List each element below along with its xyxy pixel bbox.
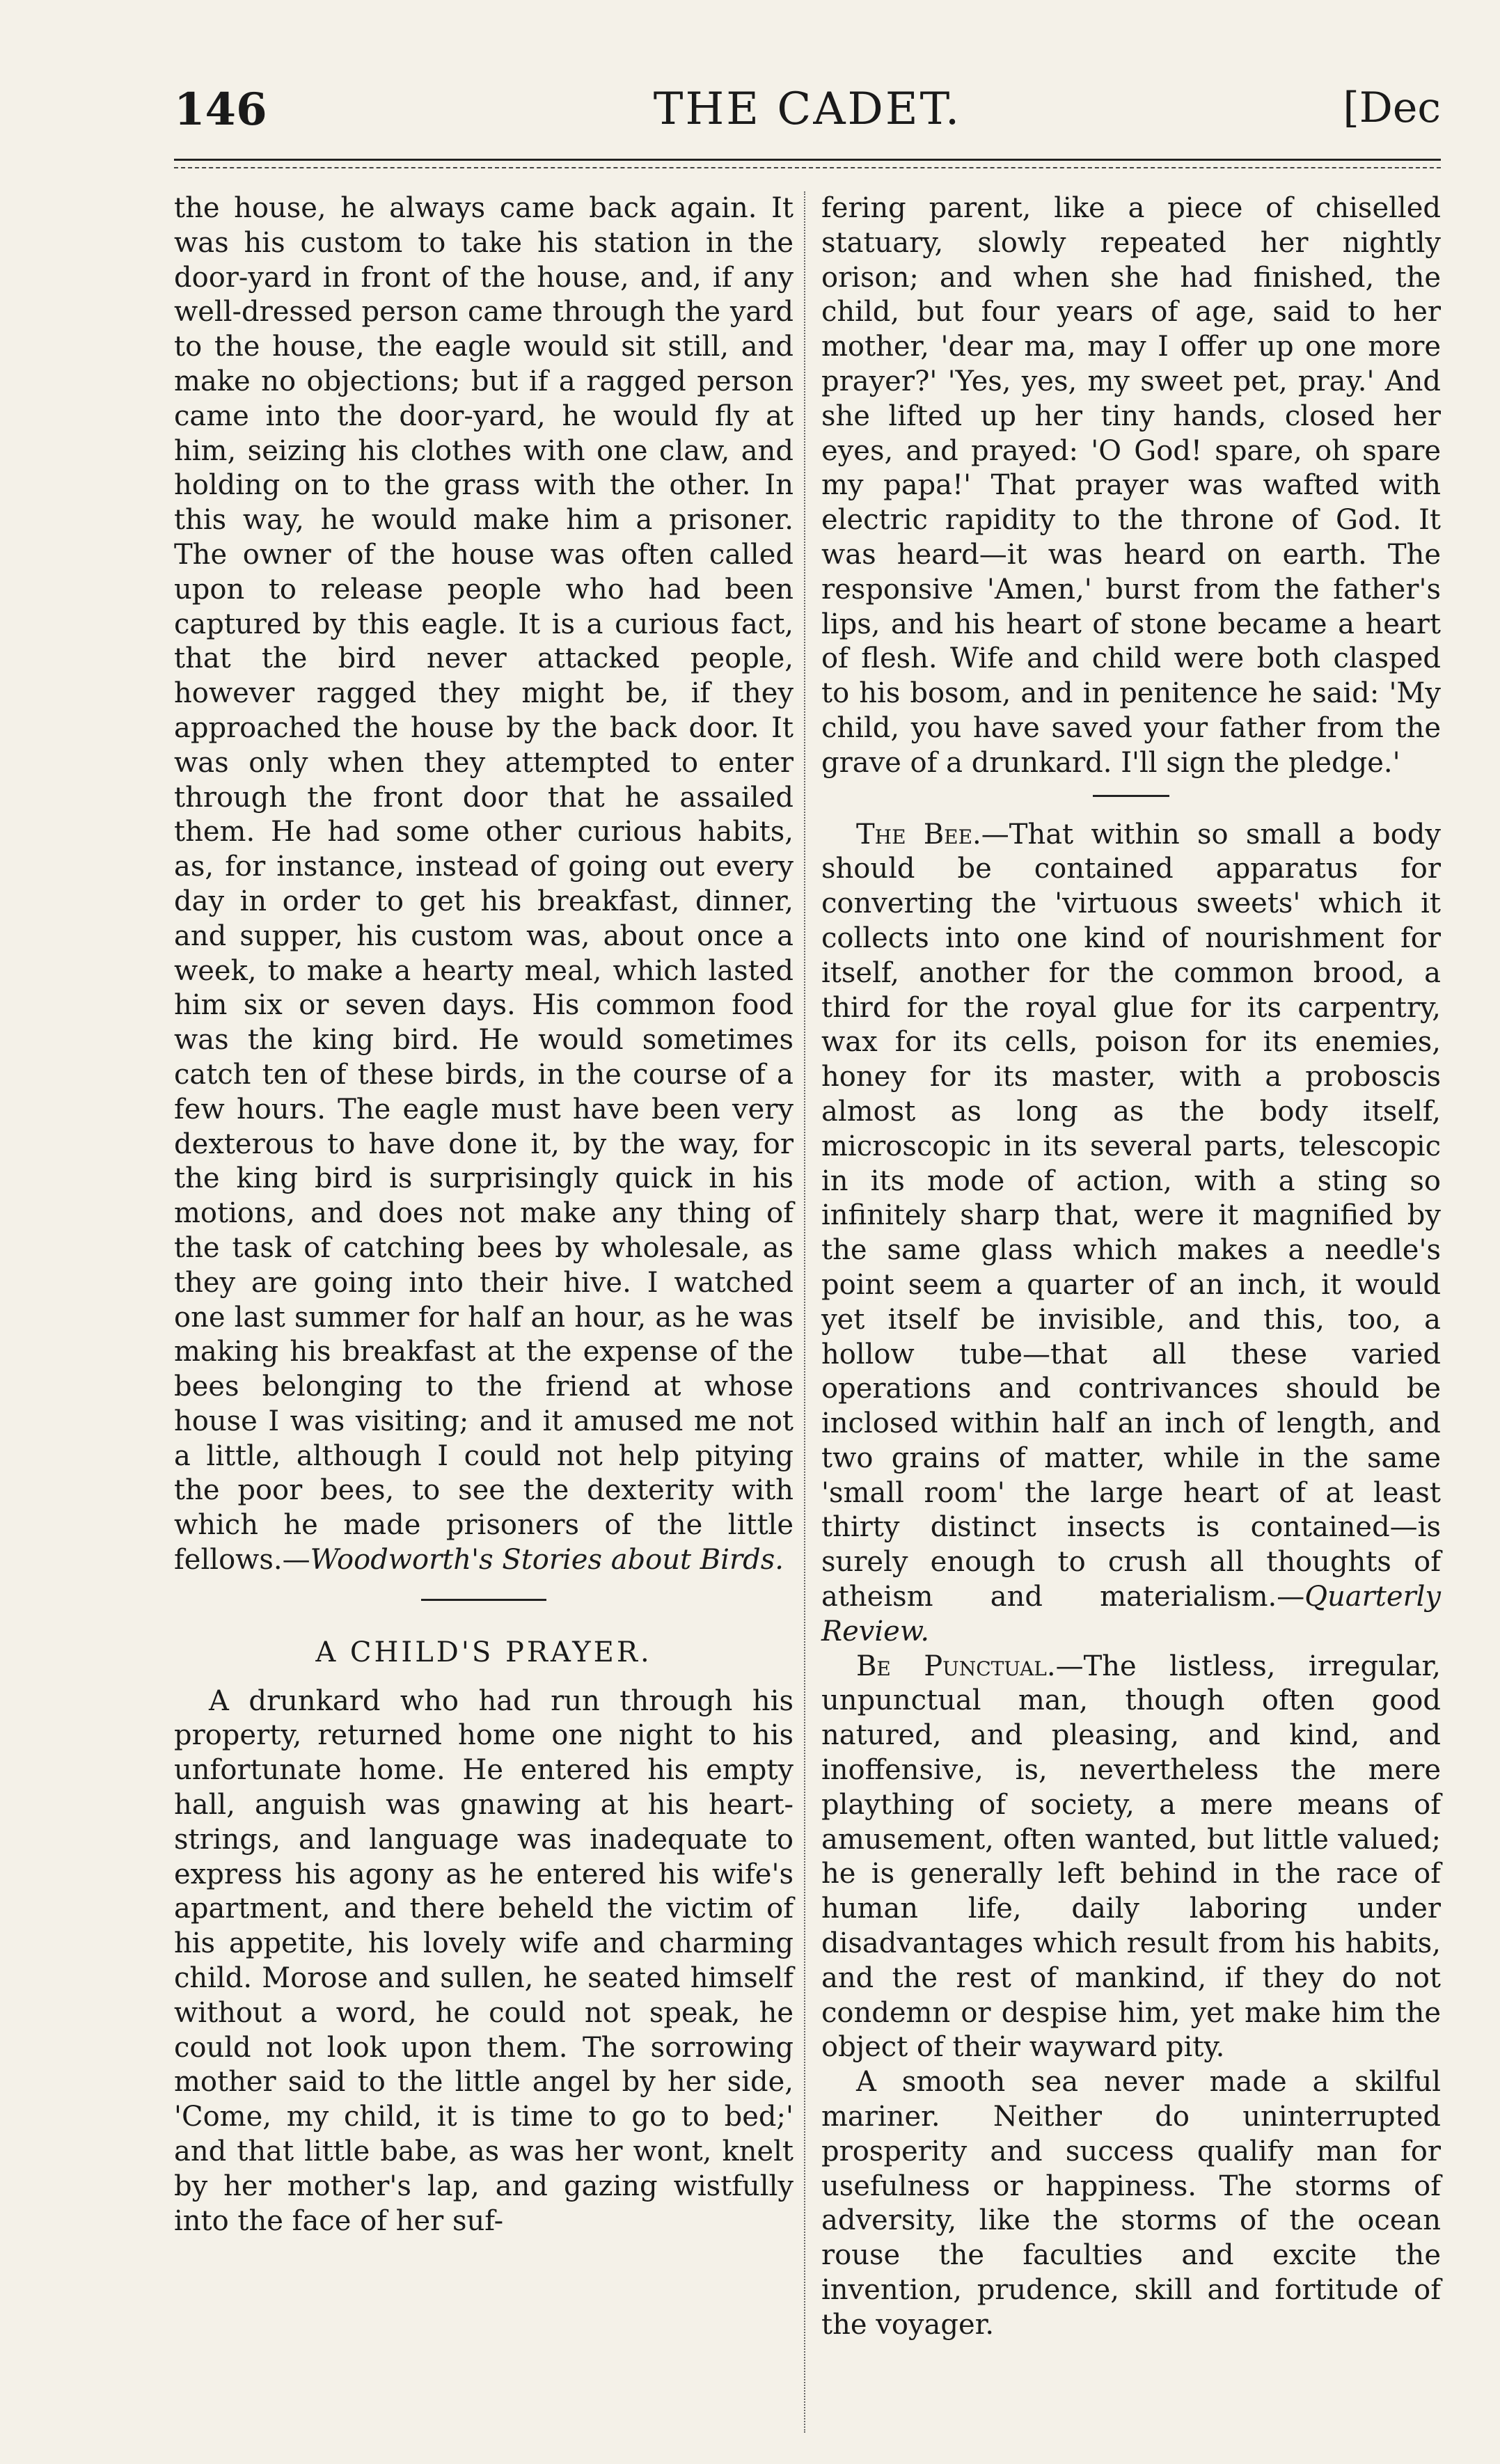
smooth-sea-paragraph: A smooth sea never made a skilful mariner. Neither do uninterrupted prosperity and success qualify man for usefulness or happiness. The storms of adversity, like the storms of the ocean rouse the faculties and excite the invention, prudence, skill and fortitude of the voyager. [821,2066,1441,2341]
column-divider [804,191,805,2433]
bee-source: Quarterly Review. [821,1581,1441,1648]
section-title-childs-prayer: A CHILD'S PRAYER. [315,1636,652,1668]
left-column [174,191,794,2238]
header-rule [174,159,1441,161]
page-header [174,84,1441,153]
page-number: 146 [174,84,267,136]
section-divider [421,1599,546,1601]
childs-prayer-continued: fering parent, like a piece of chiselled statuary, slowly repeated her nightly orison; and when she had finished, the child, but four years of age, said to her mother, 'dear ma, may I offer up one more prayer?' 'Yes, yes, my sweet pet, pray.' And she lifted up her tiny hands, closed her eyes, and prayed: 'O God! spare, oh spare my papa!' That prayer was wafted with electric rapidity to the throne of God. It was heard—it was heard on earth. The responsive 'Amen,' burst from the father's lips, and his heart of stone became a heart of flesh. Wife and child were both clasped to his bosom, and in penitence he said: 'My child, you have saved your father from the grave of a drunkard. I'll sign the pledge.' [821,192,1441,779]
bee-heading: The Bee. [856,818,981,851]
punctual-paragraph: Be Punctual.—The listless, irregular, unpunctual man, though often good natured, and pleasing, and kind, and inoffensive, is, nevertheless the mere plaything of society, a mere means of amusement, often wanted, but little valued; he is generally left behind in the race of human life, daily laboring under disadvantages which result from his habits, and the rest of mankind, if they do not condemn or despise him, yet make him the object of their wayward pity. [821,1650,1441,2064]
running-title: THE CADET. [653,84,962,135]
bee-paragraph: The Bee.—That within so small a body should be contained apparatus for converting the 'virtuous sweets' which it collects into one kind of nourishment for itself, another for the common brood, a third for the royal glue for its carpentry, wax for its cells, poison for its enemies, honey for its master, with a proboscis almost as long as the body itself, microscopic in its several parts, telescopic in its mode of action, with a sting so infinitely sharp that, were it magnified by the same glass which makes a needle's point seem a quarter of an inch, it would yet itself be invisible, and this, too, a hollow tube—that all these varied operations and contrivances should be inclosed within half an inch of length, and two grains of matter, while in the same 'small room' the large heart of at least thirty distinct insects is contained—is surely enough to crush all thoughts of atheism and materialism.—Quarterly Review. [821,818,1441,1648]
eagle-paragraph: the house, he always came back again. It was his custom to take his station in the door-yard in front of the house, and, if any well-dressed person came through the yard to the house, the eagle would sit still, and make no objections; but if a ragged person came into the door-yard, he would fly at him, seizing his clothes with one claw, and holding on to the grass with the other. In this way, he would make him a prisoner. The owner of the house was often called upon to release people who had been captured by this eagle. It is a curious fact, that the bird never attacked people, however ragged they might be, if they approached the house by the back door. It was only when they attempted to enter through the front door that he assailed them. He had some other curious habits, as, for instance, instead of going out every day in order to get his breakfast, dinner, and supper, his custom was, about once a week, to make a hearty meal, which lasted him six or seven days. His common food was the king bird. He would sometimes catch ten of these birds, in the course of a few hours. The eagle must have been very dexterous to have done it, by the way, for the king bird is surprisingly quick in his motions, and does not make any thing of the task of catching bees by wholesale, as they are going into their hive. I watched one last summer for half an hour, as he was making his breakfast at the expense of the bees belonging to the friend at whose house I was visiting; and it amused me not a little, although I could not help pitying the poor bees, to see the dexterity with which he made prisoners of the little fellows.—Woodworth's Stories about Birds. [174,192,794,1577]
childs-prayer-paragraph: A drunkard who had run through his property, returned home one night to his unfortunate home. He entered his empty hall, anguish was gnawing at his heart-strings, and language was inadequate to express his agony as he entered his wife's apartment, and there beheld the victim of his appetite, his lovely wife and charming child. Morose and sullen, he seated himself without a word, he could not speak, he could not look upon them. The sorrowing mother said to the little angel by her side, 'Come, my child, it is time to go to bed;' and that little babe, as was her wont, knelt by her mother's lap, and gazing wistfully into the face of her suf- [174,1684,794,2237]
right-column [821,191,1441,2343]
punctual-heading: Be Punctual. [856,1650,1056,1682]
header-rule-dashed [174,167,1441,168]
short-divider [1093,795,1169,797]
running-month: [Dec [1343,84,1441,132]
eagle-source: Woodworth's Stories about Birds. [310,1544,784,1577]
